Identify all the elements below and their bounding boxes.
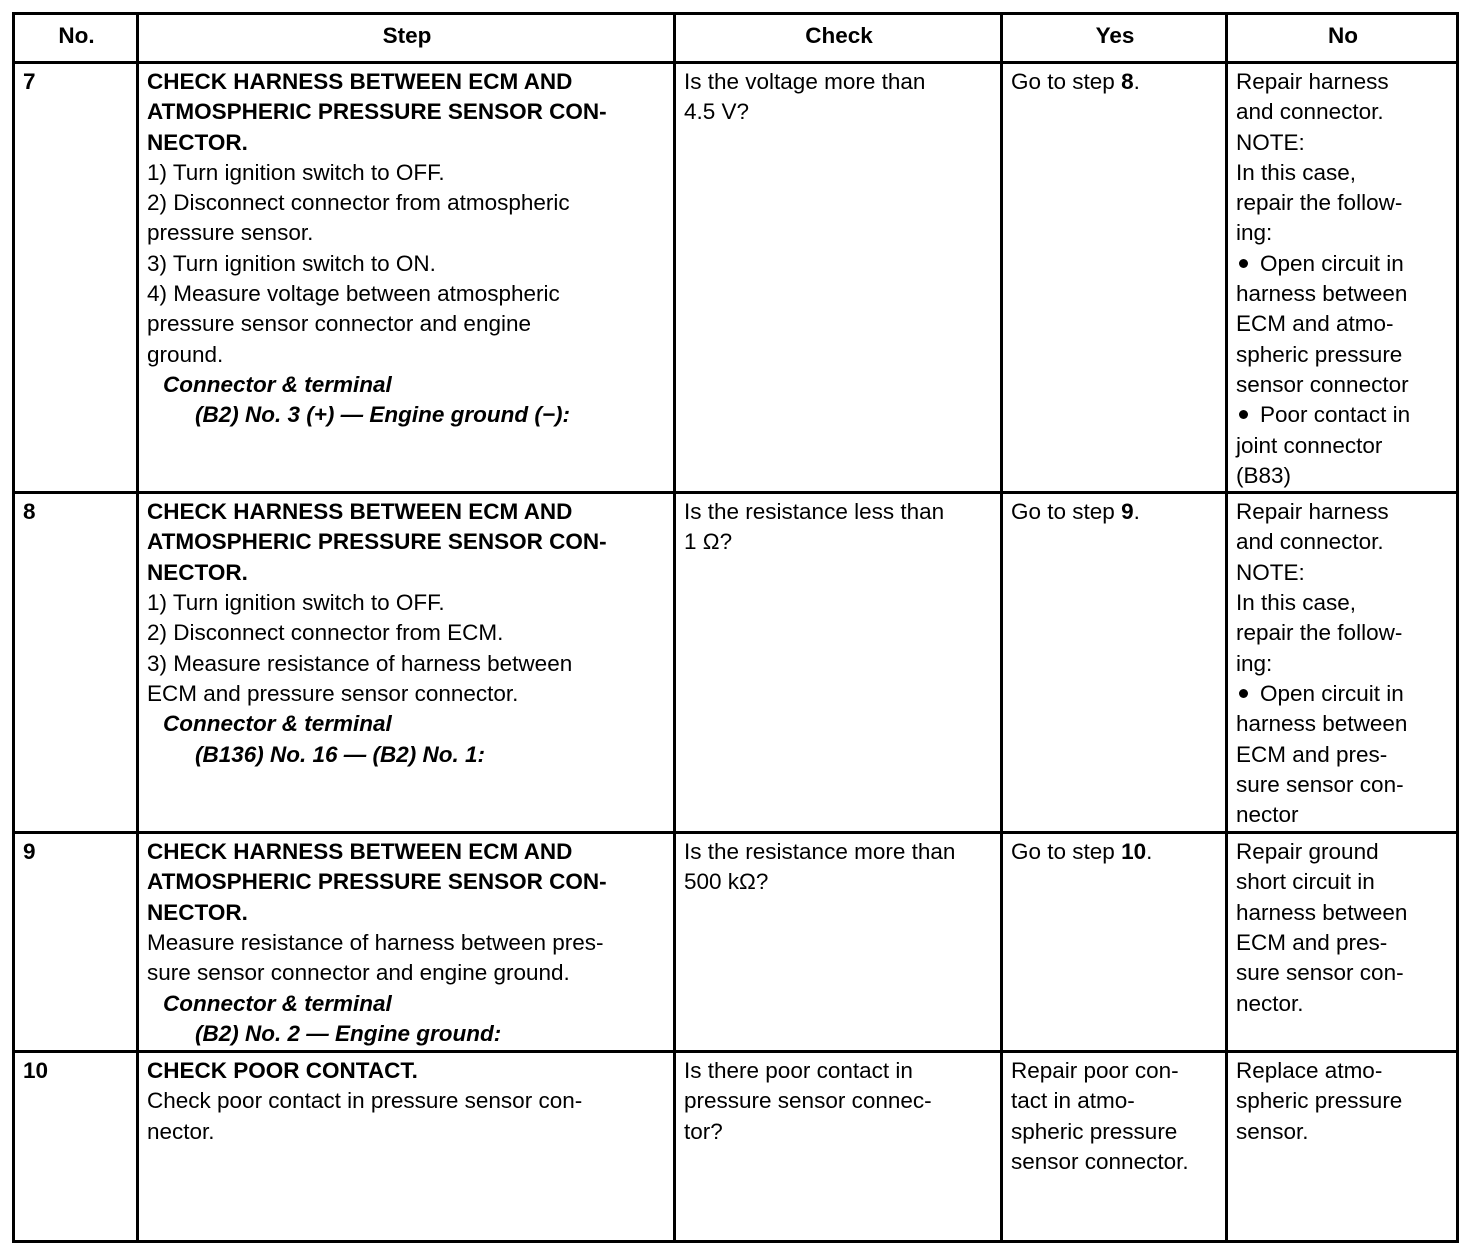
check-cell bbox=[675, 1052, 1002, 1242]
no-line: Repair harness bbox=[1236, 69, 1389, 94]
no-bullet-line bbox=[1236, 340, 1450, 370]
check-line: 500 kΩ? bbox=[684, 869, 769, 895]
bullet-icon bbox=[1239, 410, 1248, 419]
no-bullet-text: Open circuit in bbox=[1260, 250, 1404, 276]
check-line: Is there poor contact in bbox=[684, 1058, 913, 1084]
step-title-line: NECTOR. bbox=[147, 129, 248, 155]
bullet-icon bbox=[1239, 259, 1248, 268]
yes-step-number: 9 bbox=[1121, 499, 1134, 525]
no-line: nector. bbox=[1236, 990, 1304, 1016]
yes-cell bbox=[1002, 493, 1227, 833]
connector-terminal: (B2) No. 2 — Engine ground: bbox=[195, 1020, 502, 1046]
no-cell bbox=[1227, 63, 1458, 493]
connector-label: Connector & terminal bbox=[163, 711, 392, 737]
step-instruction-line: pressure sensor. bbox=[147, 220, 314, 246]
no-line: Repair ground bbox=[1236, 839, 1379, 865]
no-line: and connector. bbox=[1236, 99, 1384, 125]
step-number: 8 bbox=[14, 493, 138, 833]
yes-step-number: 10 bbox=[1121, 839, 1147, 865]
yes-step-number: 8 bbox=[1121, 69, 1134, 94]
connector-terminal: (B2) No. 3 (+) — Engine ground (−): bbox=[195, 402, 570, 428]
no-line: spheric pressure bbox=[1236, 1088, 1403, 1114]
no-line: NOTE: bbox=[1236, 129, 1305, 155]
yes-line: sensor connector. bbox=[1011, 1149, 1189, 1175]
no-bullet-text: (B83) bbox=[1236, 462, 1292, 488]
no-line: ECM and pres- bbox=[1236, 930, 1388, 956]
check-line: 4.5 V? bbox=[684, 99, 750, 125]
step-instruction-line: ground. bbox=[147, 341, 224, 367]
no-bullet-text: Poor contact in bbox=[1260, 402, 1411, 428]
yes-suffix: . bbox=[1133, 499, 1140, 525]
step-number: 10 bbox=[14, 1052, 138, 1242]
table-row bbox=[14, 833, 1458, 1052]
table-header-row bbox=[14, 14, 1458, 63]
no-line: and connector. bbox=[1236, 529, 1384, 555]
no-bullet-line bbox=[1236, 431, 1450, 461]
step-title-line: ATMOSPHERIC PRESSURE SENSOR CON- bbox=[147, 99, 607, 125]
step-cell bbox=[138, 833, 675, 1052]
step-title-line: ATMOSPHERIC PRESSURE SENSOR CON- bbox=[147, 869, 607, 895]
step-instruction-line: Measure resistance of harness between pres- bbox=[147, 930, 604, 956]
yes-line: tact in atmo- bbox=[1011, 1088, 1135, 1114]
step-instruction-line: 2) Disconnect connector from atmospheric bbox=[147, 190, 570, 216]
step-cell bbox=[138, 1052, 675, 1242]
no-bullet-line bbox=[1236, 249, 1450, 279]
step-instruction-line: pressure sensor connector and engine bbox=[147, 311, 531, 337]
header-no-result: No bbox=[1227, 14, 1458, 63]
check-line: 1 Ω? bbox=[684, 529, 733, 555]
check-line: Is the resistance less than bbox=[684, 499, 945, 525]
check-cell bbox=[675, 833, 1002, 1052]
no-cell bbox=[1227, 493, 1458, 833]
yes-suffix: . bbox=[1146, 839, 1153, 865]
no-line: ing: bbox=[1236, 220, 1273, 246]
no-bullet-text: joint connector bbox=[1236, 432, 1383, 458]
step-instruction-line: sure sensor connector and engine ground. bbox=[147, 960, 570, 986]
step-instruction-line: nector. bbox=[147, 1118, 215, 1144]
no-line: sensor. bbox=[1236, 1118, 1309, 1144]
no-bullet-text: sure sensor con- bbox=[1236, 771, 1404, 797]
no-line: NOTE: bbox=[1236, 559, 1305, 585]
check-line: pressure sensor connec- bbox=[684, 1088, 932, 1114]
table-row bbox=[14, 63, 1458, 493]
connector-label: Connector & terminal bbox=[163, 990, 392, 1016]
step-title-line: NECTOR. bbox=[147, 559, 248, 585]
diagnostic-table bbox=[12, 12, 1459, 1243]
yes-suffix: . bbox=[1133, 69, 1140, 94]
step-title-line: CHECK HARNESS BETWEEN ECM AND bbox=[147, 839, 573, 865]
no-bullet-line bbox=[1236, 279, 1450, 309]
no-bullet-line bbox=[1236, 370, 1450, 400]
step-instruction-line: 3) Measure resistance of harness between bbox=[147, 650, 573, 676]
no-line: short circuit in bbox=[1236, 869, 1375, 895]
no-line: sure sensor con- bbox=[1236, 960, 1404, 986]
no-bullet-line bbox=[1236, 679, 1450, 709]
no-bullet-text: spheric pressure bbox=[1236, 341, 1403, 367]
yes-line: Repair poor con- bbox=[1011, 1058, 1179, 1084]
bullet-icon bbox=[1239, 689, 1248, 698]
step-instruction-line: 4) Measure voltage between atmospheric bbox=[147, 281, 560, 307]
step-instruction-line: 3) Turn ignition switch to ON. bbox=[147, 250, 436, 276]
no-bullet-line bbox=[1236, 740, 1450, 770]
no-bullet-text: nector bbox=[1236, 802, 1299, 828]
step-cell bbox=[138, 493, 675, 833]
no-line: repair the follow- bbox=[1236, 620, 1403, 646]
yes-prefix: Go to step bbox=[1011, 499, 1122, 525]
connector-terminal: (B136) No. 16 — (B2) No. 1: bbox=[195, 741, 486, 767]
no-line: Replace atmo- bbox=[1236, 1058, 1383, 1084]
step-instruction-line: 1) Turn ignition switch to OFF. bbox=[147, 590, 445, 616]
check-line: tor? bbox=[684, 1118, 723, 1144]
step-title-line: CHECK HARNESS BETWEEN ECM AND bbox=[147, 499, 573, 525]
table-row bbox=[14, 1052, 1458, 1242]
no-bullet-line bbox=[1236, 800, 1450, 830]
no-bullet-text: sensor connector bbox=[1236, 371, 1409, 397]
yes-line bbox=[1011, 837, 1219, 867]
yes-cell bbox=[1002, 1052, 1227, 1242]
step-instruction-line: Check poor contact in pressure sensor con- bbox=[147, 1088, 583, 1114]
yes-prefix: Go to step bbox=[1011, 839, 1122, 865]
check-cell bbox=[675, 63, 1002, 493]
no-line: In this case, bbox=[1236, 590, 1357, 616]
header-step: Step bbox=[138, 14, 675, 63]
no-bullet-text: harness between bbox=[1236, 281, 1408, 307]
no-bullet-text: Open circuit in bbox=[1260, 680, 1404, 706]
no-bullet-line bbox=[1236, 770, 1450, 800]
check-cell bbox=[675, 493, 1002, 833]
no-cell bbox=[1227, 833, 1458, 1052]
no-cell bbox=[1227, 1052, 1458, 1242]
yes-cell bbox=[1002, 833, 1227, 1052]
no-line: ing: bbox=[1236, 650, 1273, 676]
step-instruction-line: 1) Turn ignition switch to OFF. bbox=[147, 159, 445, 185]
step-instruction-line: 2) Disconnect connector from ECM. bbox=[147, 620, 504, 646]
no-line: In this case, bbox=[1236, 159, 1357, 185]
no-line: harness between bbox=[1236, 899, 1408, 925]
check-line: Is the voltage more than bbox=[684, 69, 926, 94]
no-bullet-text: ECM and atmo- bbox=[1236, 311, 1394, 337]
table-row bbox=[14, 493, 1458, 833]
yes-cell bbox=[1002, 63, 1227, 493]
yes-line bbox=[1011, 497, 1219, 527]
step-number: 9 bbox=[14, 833, 138, 1052]
step-cell bbox=[138, 63, 675, 493]
no-bullet-text: harness between bbox=[1236, 711, 1408, 737]
no-line: Repair harness bbox=[1236, 499, 1389, 525]
no-bullet-text: ECM and pres- bbox=[1236, 741, 1388, 767]
step-instruction-line: ECM and pressure sensor connector. bbox=[147, 680, 519, 706]
check-line: Is the resistance more than bbox=[684, 839, 956, 865]
step-title-line: ATMOSPHERIC PRESSURE SENSOR CON- bbox=[147, 529, 607, 555]
yes-line bbox=[1011, 67, 1219, 97]
step-title-line: NECTOR. bbox=[147, 899, 248, 925]
no-bullet-line bbox=[1236, 309, 1450, 339]
step-number: 7 bbox=[14, 63, 138, 493]
no-bullet-line bbox=[1236, 709, 1450, 739]
header-no: No. bbox=[14, 14, 138, 63]
no-line: repair the follow- bbox=[1236, 190, 1403, 216]
header-yes: Yes bbox=[1002, 14, 1227, 63]
step-title-line: CHECK HARNESS BETWEEN ECM AND bbox=[147, 69, 573, 94]
yes-prefix: Go to step bbox=[1011, 69, 1122, 94]
no-bullet-line bbox=[1236, 400, 1450, 430]
yes-line: spheric pressure bbox=[1011, 1118, 1178, 1144]
step-title-line: CHECK POOR CONTACT. bbox=[147, 1058, 418, 1084]
no-bullet-line bbox=[1236, 461, 1450, 491]
header-check: Check bbox=[675, 14, 1002, 63]
connector-label: Connector & terminal bbox=[163, 371, 392, 397]
